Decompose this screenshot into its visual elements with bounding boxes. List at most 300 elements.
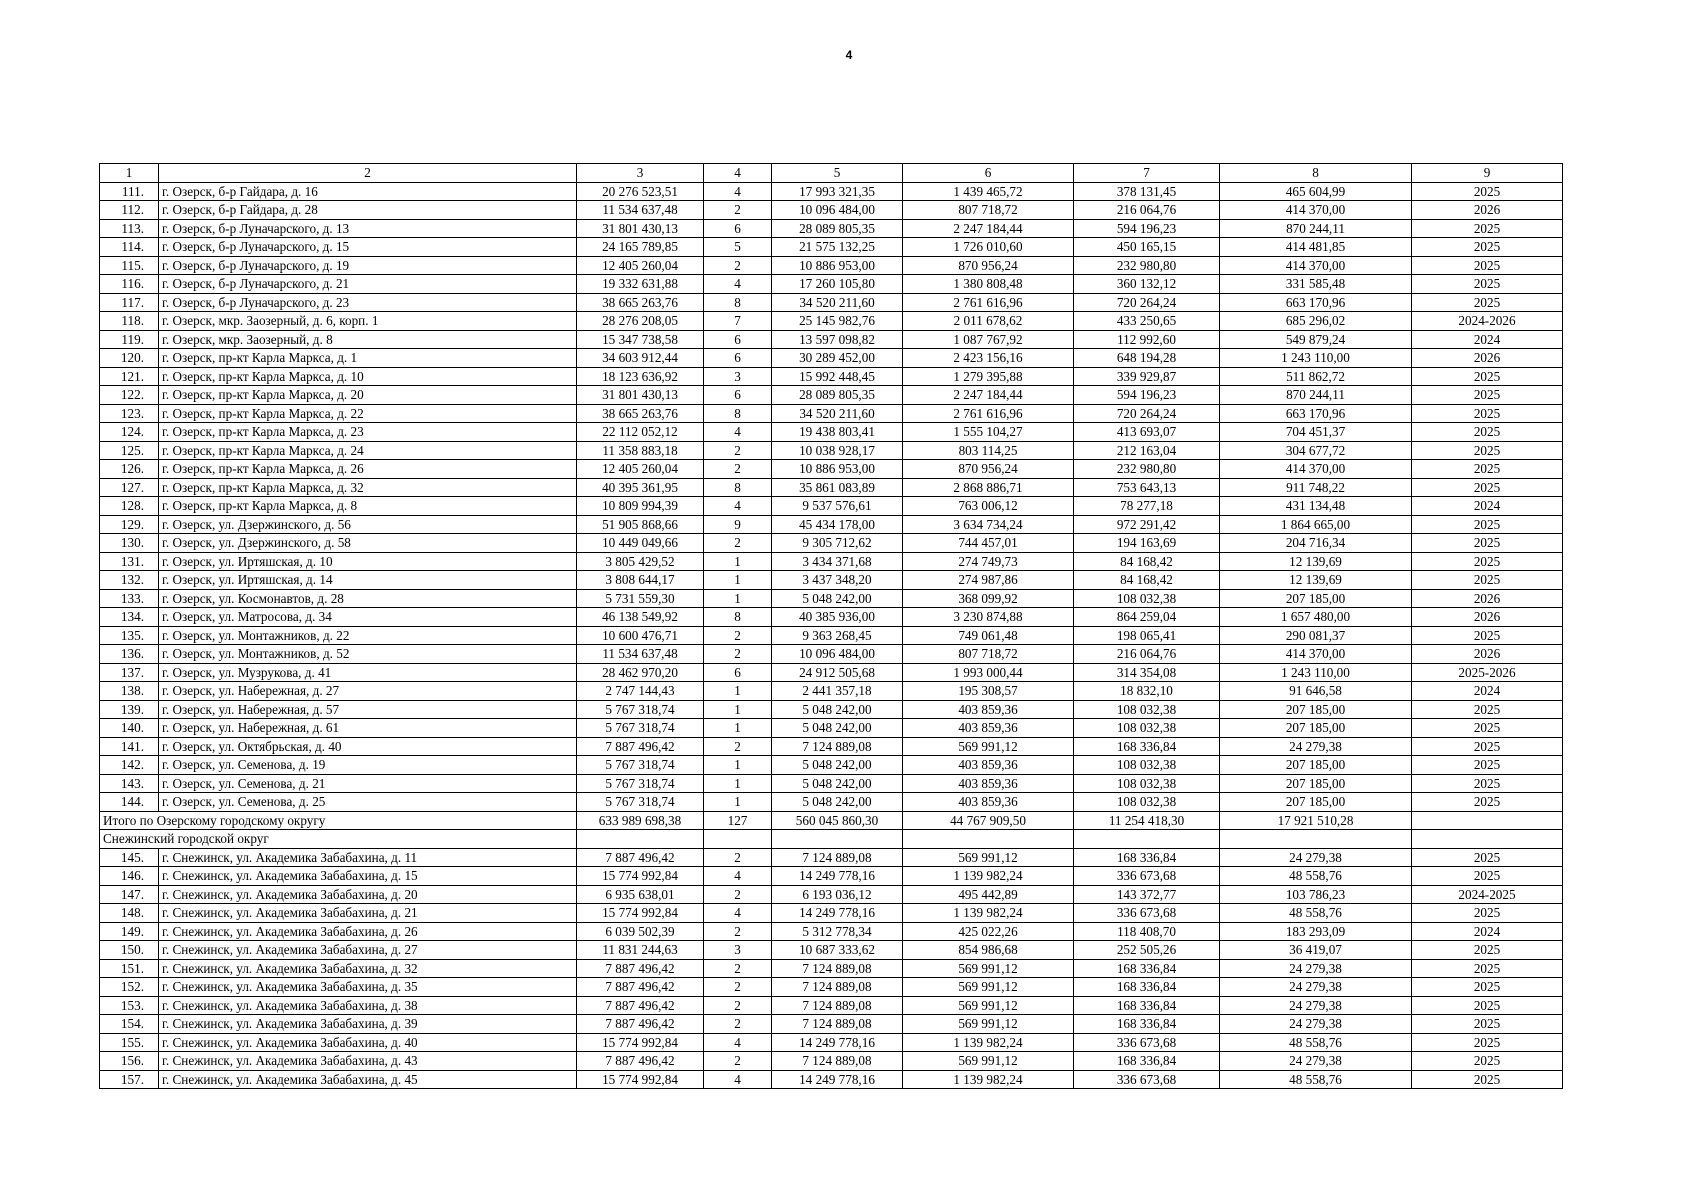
table-row (100, 441, 1563, 460)
cell-year: 2025 (1412, 756, 1563, 775)
cell-col7: 108 032,38 (1074, 700, 1220, 719)
table-row (100, 275, 1563, 294)
cell-col7: 108 032,38 (1074, 589, 1220, 608)
cell-col5: 28 089 805,35 (772, 219, 903, 238)
cell-col5: 560 045 860,30 (772, 811, 903, 830)
cell-col6: 803 114,25 (903, 441, 1074, 460)
cell-col7: 168 336,84 (1074, 1052, 1220, 1071)
cell-row-number: 113. (100, 219, 159, 238)
cell-col5: 7 124 889,08 (772, 848, 903, 867)
cell-col5: 5 048 242,00 (772, 700, 903, 719)
cell-col5: 5 048 242,00 (772, 774, 903, 793)
cell-year: 2025 (1412, 626, 1563, 645)
section-label: Снежинский городской округ (100, 830, 577, 849)
cell-count: 4 (704, 423, 772, 442)
cell-row-number: 140. (100, 719, 159, 738)
cell-year: 2025 (1412, 293, 1563, 312)
header-col-2: 2 (159, 164, 577, 183)
cell-row-number: 120. (100, 349, 159, 368)
cell-address: г. Озерск, б-р Луначарского, д. 15 (159, 238, 577, 257)
cell-col5: 7 124 889,08 (772, 1015, 903, 1034)
cell-col7: 168 336,84 (1074, 1015, 1220, 1034)
cell-year: 2025 (1412, 478, 1563, 497)
cell-count: 4 (704, 182, 772, 201)
empty-cell (903, 830, 1074, 849)
cell-col5: 15 992 448,45 (772, 367, 903, 386)
cell-col6: 2 247 184,44 (903, 219, 1074, 238)
cell-count: 6 (704, 219, 772, 238)
cell-count: 1 (704, 589, 772, 608)
cell-year: 2025 (1412, 182, 1563, 201)
cell-count: 5 (704, 238, 772, 257)
cell-col8: 207 185,00 (1220, 700, 1412, 719)
cell-row-number: 143. (100, 774, 159, 793)
cell-address: г. Снежинск, ул. Академика Забабахина, д. 26 (159, 922, 577, 941)
cell-year: 2025 (1412, 404, 1563, 423)
cell-col8: 24 279,38 (1220, 848, 1412, 867)
cell-year: 2026 (1412, 589, 1563, 608)
cell-col5: 45 434 178,00 (772, 515, 903, 534)
cell-address: г. Озерск, ул. Набережная, д. 27 (159, 682, 577, 701)
cell-year: 2025 (1412, 1015, 1563, 1034)
header-col-1: 1 (100, 164, 159, 183)
cell-col6: 403 859,36 (903, 700, 1074, 719)
cell-year: 2025 (1412, 737, 1563, 756)
cell-col7: 360 132,12 (1074, 275, 1220, 294)
cell-col5: 10 687 333,62 (772, 941, 903, 960)
cell-count: 2 (704, 1015, 772, 1034)
cell-total-cost: 15 774 992,84 (577, 1070, 704, 1089)
cell-col7: 108 032,38 (1074, 756, 1220, 775)
cell-year: 2025-2026 (1412, 663, 1563, 682)
table-row (100, 959, 1563, 978)
cell-year: 2025 (1412, 386, 1563, 405)
cell-col6: 274 749,73 (903, 552, 1074, 571)
cell-total-cost: 3 805 429,52 (577, 552, 704, 571)
cell-col8: 207 185,00 (1220, 589, 1412, 608)
cell-total-cost: 38 665 263,76 (577, 293, 704, 312)
cell-total-cost: 46 138 549,92 (577, 608, 704, 627)
cell-col7: 433 250,65 (1074, 312, 1220, 331)
cell-col8: 331 585,48 (1220, 275, 1412, 294)
cell-year: 2025 (1412, 996, 1563, 1015)
cell-col5: 25 145 982,76 (772, 312, 903, 331)
cell-col7: 314 354,08 (1074, 663, 1220, 682)
table-row (100, 867, 1563, 886)
cell-col5: 7 124 889,08 (772, 959, 903, 978)
cell-address: г. Озерск, б-р Луначарского, д. 13 (159, 219, 577, 238)
cell-count: 2 (704, 201, 772, 220)
table-row (100, 534, 1563, 553)
cell-col7: 108 032,38 (1074, 719, 1220, 738)
cell-col6: 2 011 678,62 (903, 312, 1074, 331)
header-col-8: 8 (1220, 164, 1412, 183)
cell-total-cost: 633 989 698,38 (577, 811, 704, 830)
table-row (100, 793, 1563, 812)
cell-col8: 24 279,38 (1220, 737, 1412, 756)
cell-count: 1 (704, 682, 772, 701)
cell-address: г. Озерск, ул. Дзержинского, д. 58 (159, 534, 577, 553)
cell-col5: 21 575 132,25 (772, 238, 903, 257)
cell-count: 2 (704, 959, 772, 978)
cell-row-number: 142. (100, 756, 159, 775)
cell-year: 2025 (1412, 1052, 1563, 1071)
cell-count: 4 (704, 867, 772, 886)
table-row (100, 608, 1563, 627)
cell-col7: 108 032,38 (1074, 793, 1220, 812)
cell-address: г. Озерск, ул. Семенова, д. 25 (159, 793, 577, 812)
cell-row-number: 128. (100, 497, 159, 516)
cell-count: 2 (704, 848, 772, 867)
cell-year: 2024 (1412, 682, 1563, 701)
table-header-row (100, 164, 1563, 183)
cell-col7: 450 165,15 (1074, 238, 1220, 257)
cell-col6: 403 859,36 (903, 793, 1074, 812)
cell-count: 1 (704, 774, 772, 793)
cell-col6: 403 859,36 (903, 774, 1074, 793)
cell-col7: 720 264,24 (1074, 404, 1220, 423)
cell-address: г. Озерск, пр-кт Карла Маркса, д. 8 (159, 497, 577, 516)
cell-count: 6 (704, 330, 772, 349)
cell-address: г. Снежинск, ул. Академика Забабахина, д. 27 (159, 941, 577, 960)
cell-col5: 14 249 778,16 (772, 1033, 903, 1052)
cell-count: 1 (704, 571, 772, 590)
cell-address: г. Озерск, пр-кт Карла Маркса, д. 10 (159, 367, 577, 386)
cell-col6: 2 247 184,44 (903, 386, 1074, 405)
table-row (100, 737, 1563, 756)
cell-year: 2024-2026 (1412, 312, 1563, 331)
cell-year: 2025 (1412, 460, 1563, 479)
cell-total-cost: 7 887 496,42 (577, 978, 704, 997)
cell-col8: 511 862,72 (1220, 367, 1412, 386)
table-row (100, 201, 1563, 220)
cell-year: 2025 (1412, 848, 1563, 867)
cell-row-number: 130. (100, 534, 159, 553)
cell-col8: 414 481,85 (1220, 238, 1412, 257)
cell-col6: 749 061,48 (903, 626, 1074, 645)
cell-col7: 972 291,42 (1074, 515, 1220, 534)
header-col-4: 4 (704, 164, 772, 183)
cell-col7: 212 163,04 (1074, 441, 1220, 460)
cell-col8: 48 558,76 (1220, 1033, 1412, 1052)
cell-address: г. Снежинск, ул. Академика Забабахина, д. 35 (159, 978, 577, 997)
cell-col7: 216 064,76 (1074, 645, 1220, 664)
cell-address: г. Озерск, ул. Октябрьская, д. 40 (159, 737, 577, 756)
cell-row-number: 133. (100, 589, 159, 608)
cell-col5: 28 089 805,35 (772, 386, 903, 405)
table-row (100, 904, 1563, 923)
cell-address: г. Озерск, пр-кт Карла Маркса, д. 32 (159, 478, 577, 497)
cell-total-cost: 5 767 318,74 (577, 793, 704, 812)
cell-col7: 168 336,84 (1074, 959, 1220, 978)
cell-col7: 11 254 418,30 (1074, 811, 1220, 830)
cell-col5: 7 124 889,08 (772, 978, 903, 997)
cell-col7: 336 673,68 (1074, 1033, 1220, 1052)
cell-col6: 1 279 395,88 (903, 367, 1074, 386)
cell-count: 8 (704, 478, 772, 497)
cell-col5: 10 096 484,00 (772, 645, 903, 664)
cell-col8: 1 243 110,00 (1220, 663, 1412, 682)
cell-col6: 403 859,36 (903, 719, 1074, 738)
cell-year: 2025 (1412, 904, 1563, 923)
cell-address: г. Озерск, ул. Монтажников, д. 22 (159, 626, 577, 645)
cell-col6: 1 139 982,24 (903, 867, 1074, 886)
cell-col6: 1 139 982,24 (903, 904, 1074, 923)
table-row (100, 626, 1563, 645)
cell-total-cost: 15 774 992,84 (577, 867, 704, 886)
cell-col8: 183 293,09 (1220, 922, 1412, 941)
cell-total-cost: 38 665 263,76 (577, 404, 704, 423)
cell-col8: 414 370,00 (1220, 645, 1412, 664)
section-row (100, 830, 1563, 849)
cell-col8: 549 879,24 (1220, 330, 1412, 349)
cell-address: г. Озерск, ул. Семенова, д. 19 (159, 756, 577, 775)
cell-col7: 336 673,68 (1074, 904, 1220, 923)
table-row (100, 589, 1563, 608)
cell-year: 2025 (1412, 515, 1563, 534)
cell-total-cost: 40 395 361,95 (577, 478, 704, 497)
cell-total-cost: 31 801 430,13 (577, 386, 704, 405)
cell-year: 2025 (1412, 959, 1563, 978)
cell-total-cost: 20 276 523,51 (577, 182, 704, 201)
cell-row-number: 149. (100, 922, 159, 941)
cell-row-number: 114. (100, 238, 159, 257)
cell-row-number: 157. (100, 1070, 159, 1089)
cell-col6: 1 555 104,27 (903, 423, 1074, 442)
cell-col5: 10 886 953,00 (772, 256, 903, 275)
cell-total-cost: 7 887 496,42 (577, 848, 704, 867)
cell-col8: 91 646,58 (1220, 682, 1412, 701)
cell-count: 2 (704, 1052, 772, 1071)
table-row (100, 922, 1563, 941)
cell-count: 2 (704, 441, 772, 460)
cell-col6: 569 991,12 (903, 996, 1074, 1015)
cell-year: 2025 (1412, 1070, 1563, 1089)
cell-col6: 2 761 616,96 (903, 293, 1074, 312)
table-row (100, 756, 1563, 775)
cell-count: 2 (704, 534, 772, 553)
cell-address: г. Снежинск, ул. Академика Забабахина, д. 20 (159, 885, 577, 904)
cell-address: г. Озерск, ул. Космонавтов, д. 28 (159, 589, 577, 608)
cell-count: 8 (704, 608, 772, 627)
cell-col7: 594 196,23 (1074, 386, 1220, 405)
cell-col6: 403 859,36 (903, 756, 1074, 775)
cell-count: 4 (704, 904, 772, 923)
cell-address: г. Озерск, ул. Набережная, д. 57 (159, 700, 577, 719)
cell-row-number: 111. (100, 182, 159, 201)
cell-col7: 18 832,10 (1074, 682, 1220, 701)
cell-col8: 704 451,37 (1220, 423, 1412, 442)
cell-col6: 870 956,24 (903, 256, 1074, 275)
cell-count: 3 (704, 941, 772, 960)
cell-total-cost: 6 935 638,01 (577, 885, 704, 904)
cell-col7: 413 693,07 (1074, 423, 1220, 442)
cell-col5: 5 312 778,34 (772, 922, 903, 941)
cell-count: 2 (704, 922, 772, 941)
cell-col8: 12 139,69 (1220, 571, 1412, 590)
cell-col7: 339 929,87 (1074, 367, 1220, 386)
cell-col8: 17 921 510,28 (1220, 811, 1412, 830)
table-row (100, 700, 1563, 719)
cell-col6: 1 139 982,24 (903, 1070, 1074, 1089)
cell-row-number: 115. (100, 256, 159, 275)
cell-col7: 198 065,41 (1074, 626, 1220, 645)
cell-col8: 1 657 480,00 (1220, 608, 1412, 627)
cell-total-cost: 10 449 049,66 (577, 534, 704, 553)
cell-col8: 431 134,48 (1220, 497, 1412, 516)
cell-row-number: 127. (100, 478, 159, 497)
cell-address: г. Озерск, ул. Семенова, д. 21 (159, 774, 577, 793)
cell-col8: 304 677,72 (1220, 441, 1412, 460)
cell-col6: 569 991,12 (903, 1052, 1074, 1071)
table-row (100, 404, 1563, 423)
cell-col8: 48 558,76 (1220, 1070, 1412, 1089)
empty-cell (704, 830, 772, 849)
cell-col8: 24 279,38 (1220, 1015, 1412, 1034)
cell-row-number: 138. (100, 682, 159, 701)
cell-address: г. Озерск, б-р Луначарского, д. 19 (159, 256, 577, 275)
header-col-7: 7 (1074, 164, 1220, 183)
cell-year: 2025 (1412, 275, 1563, 294)
cell-col6: 44 767 909,50 (903, 811, 1074, 830)
empty-cell (1074, 830, 1220, 849)
table-row (100, 682, 1563, 701)
cell-col7: 118 408,70 (1074, 922, 1220, 941)
cell-count: 2 (704, 256, 772, 275)
cell-count: 2 (704, 978, 772, 997)
cell-address: г. Озерск, ул. Иртяшская, д. 14 (159, 571, 577, 590)
cell-col5: 5 048 242,00 (772, 793, 903, 812)
cell-col5: 3 437 348,20 (772, 571, 903, 590)
cell-total-cost: 22 112 052,12 (577, 423, 704, 442)
cell-year: 2025 (1412, 571, 1563, 590)
cell-row-number: 129. (100, 515, 159, 534)
cell-year: 2026 (1412, 645, 1563, 664)
cell-count: 2 (704, 885, 772, 904)
cell-col5: 14 249 778,16 (772, 1070, 903, 1089)
cell-row-number: 121. (100, 367, 159, 386)
cell-total-cost: 10 809 994,39 (577, 497, 704, 516)
cell-row-number: 125. (100, 441, 159, 460)
cell-col7: 168 336,84 (1074, 996, 1220, 1015)
cell-address: г. Озерск, пр-кт Карла Маркса, д. 24 (159, 441, 577, 460)
cell-col6: 2 761 616,96 (903, 404, 1074, 423)
cell-col7: 112 992,60 (1074, 330, 1220, 349)
cell-address: г. Снежинск, ул. Академика Забабахина, д. 43 (159, 1052, 577, 1071)
cell-col5: 5 048 242,00 (772, 589, 903, 608)
empty-cell (577, 830, 704, 849)
header-col-3: 3 (577, 164, 704, 183)
cell-row-number: 154. (100, 1015, 159, 1034)
cell-count: 1 (704, 756, 772, 775)
cell-year: 2025 (1412, 867, 1563, 886)
table-row (100, 256, 1563, 275)
cell-col8: 207 185,00 (1220, 756, 1412, 775)
table-row (100, 367, 1563, 386)
cell-col6: 569 991,12 (903, 737, 1074, 756)
cell-col5: 5 048 242,00 (772, 719, 903, 738)
cell-year: 2024 (1412, 497, 1563, 516)
cell-col8: 207 185,00 (1220, 719, 1412, 738)
table-row (100, 460, 1563, 479)
cell-total-cost: 5 767 318,74 (577, 756, 704, 775)
cell-col6: 569 991,12 (903, 978, 1074, 997)
cell-year: 2025 (1412, 774, 1563, 793)
table-row (100, 386, 1563, 405)
cell-count: 6 (704, 663, 772, 682)
cell-col8: 48 558,76 (1220, 867, 1412, 886)
cell-total-cost: 11 358 883,18 (577, 441, 704, 460)
cell-col6: 744 457,01 (903, 534, 1074, 553)
cell-col7: 108 032,38 (1074, 774, 1220, 793)
cell-col8: 207 185,00 (1220, 774, 1412, 793)
cell-col7: 648 194,28 (1074, 349, 1220, 368)
cell-total-cost: 34 603 912,44 (577, 349, 704, 368)
cell-row-number: 135. (100, 626, 159, 645)
empty-cell (772, 830, 903, 849)
cell-col5: 14 249 778,16 (772, 904, 903, 923)
cell-total-cost: 51 905 868,66 (577, 515, 704, 534)
cell-address: г. Озерск, б-р Гайдара, д. 28 (159, 201, 577, 220)
cell-col5: 2 441 357,18 (772, 682, 903, 701)
cell-total-cost: 2 747 144,43 (577, 682, 704, 701)
cell-col8: 1 864 665,00 (1220, 515, 1412, 534)
cell-col5: 35 861 083,89 (772, 478, 903, 497)
table-row (100, 1070, 1563, 1089)
cell-col7: 336 673,68 (1074, 867, 1220, 886)
cell-row-number: 150. (100, 941, 159, 960)
cell-year: 2024 (1412, 922, 1563, 941)
cell-col5: 10 038 928,17 (772, 441, 903, 460)
cell-col6: 1 726 010,60 (903, 238, 1074, 257)
cell-col7: 232 980,80 (1074, 256, 1220, 275)
cell-total-cost: 10 600 476,71 (577, 626, 704, 645)
cell-year: 2025 (1412, 719, 1563, 738)
cell-address: г. Озерск, ул. Монтажников, д. 52 (159, 645, 577, 664)
cell-count: 8 (704, 293, 772, 312)
table-row (100, 219, 1563, 238)
cell-address: г. Снежинск, ул. Академика Забабахина, д. 21 (159, 904, 577, 923)
cell-total-cost: 11 831 244,63 (577, 941, 704, 960)
cell-year: 2025 (1412, 367, 1563, 386)
cell-total-cost: 15 347 738,58 (577, 330, 704, 349)
cell-col7: 378 131,45 (1074, 182, 1220, 201)
cell-row-number: 112. (100, 201, 159, 220)
cell-count: 2 (704, 626, 772, 645)
cell-address: г. Озерск, пр-кт Карла Маркса, д. 26 (159, 460, 577, 479)
cell-count: 4 (704, 1070, 772, 1089)
cell-total-cost: 6 039 502,39 (577, 922, 704, 941)
cell-total-cost: 7 887 496,42 (577, 1015, 704, 1034)
cell-col6: 807 718,72 (903, 645, 1074, 664)
cell-row-number: 131. (100, 552, 159, 571)
cell-col7: 168 336,84 (1074, 978, 1220, 997)
cell-row-number: 124. (100, 423, 159, 442)
cell-col5: 10 886 953,00 (772, 460, 903, 479)
cell-col5: 7 124 889,08 (772, 737, 903, 756)
cell-count: 1 (704, 700, 772, 719)
cell-total-cost: 3 808 644,17 (577, 571, 704, 590)
cell-address: г. Озерск, ул. Иртяшская, д. 10 (159, 552, 577, 571)
table-row (100, 848, 1563, 867)
cell-count: 4 (704, 497, 772, 516)
cell-col5: 24 912 505,68 (772, 663, 903, 682)
cell-count: 7 (704, 312, 772, 331)
table-row (100, 885, 1563, 904)
cell-total-cost: 7 887 496,42 (577, 1052, 704, 1071)
table-row (100, 182, 1563, 201)
cell-col6: 569 991,12 (903, 1015, 1074, 1034)
